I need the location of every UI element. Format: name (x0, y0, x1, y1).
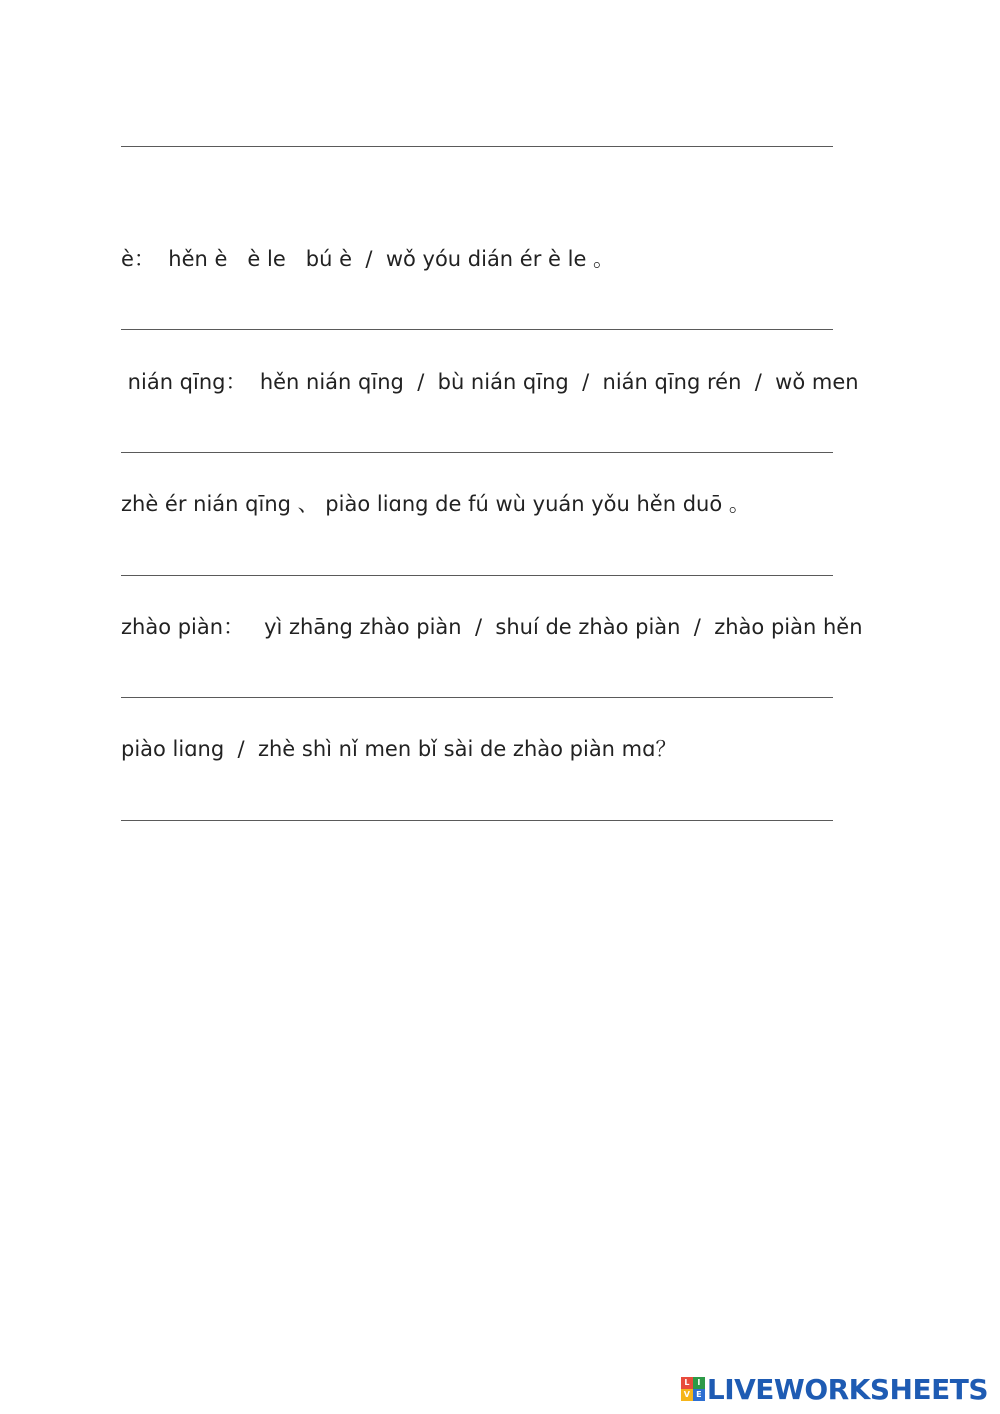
brand-name: LIVEWORKSHEETS (706, 1372, 988, 1406)
worksheet-line-2: nián qīng： hěn nián qīng / bù nián qīng / nián qīng rén / wǒ men (121, 370, 859, 394)
worksheet-line-3: zhè ér nián qīng 、 piào liɑng de fú wù yuán yǒu hěn duō 。 (121, 492, 750, 516)
logo-letter-i: I (693, 1377, 705, 1389)
answer-line-1[interactable] (121, 146, 833, 147)
answer-line-3[interactable] (121, 452, 833, 453)
worksheet-line-5: piào liɑng / zhè shì nǐ men bǐ sài de zhào piàn mɑ？ (121, 737, 677, 761)
answer-line-2[interactable] (121, 329, 833, 330)
logo-letter-e: E (693, 1389, 705, 1401)
logo-letter-v: V (681, 1389, 693, 1401)
worksheet-line-4: zhào piàn： yì zhāng zhào piàn / shuí de zhào piàn / zhào piàn hěn (121, 615, 863, 639)
answer-line-5[interactable] (121, 697, 833, 698)
answer-line-4[interactable] (121, 575, 833, 576)
worksheet-line-1: è： hěn è è le bú è / wǒ yóu dián ér è le 。 (121, 247, 615, 271)
answer-line-6[interactable] (121, 820, 833, 821)
liveworksheets-brand (681, 1374, 988, 1404)
logo-letter-l: L (681, 1377, 693, 1389)
liveworksheets-logo-icon (681, 1377, 705, 1401)
